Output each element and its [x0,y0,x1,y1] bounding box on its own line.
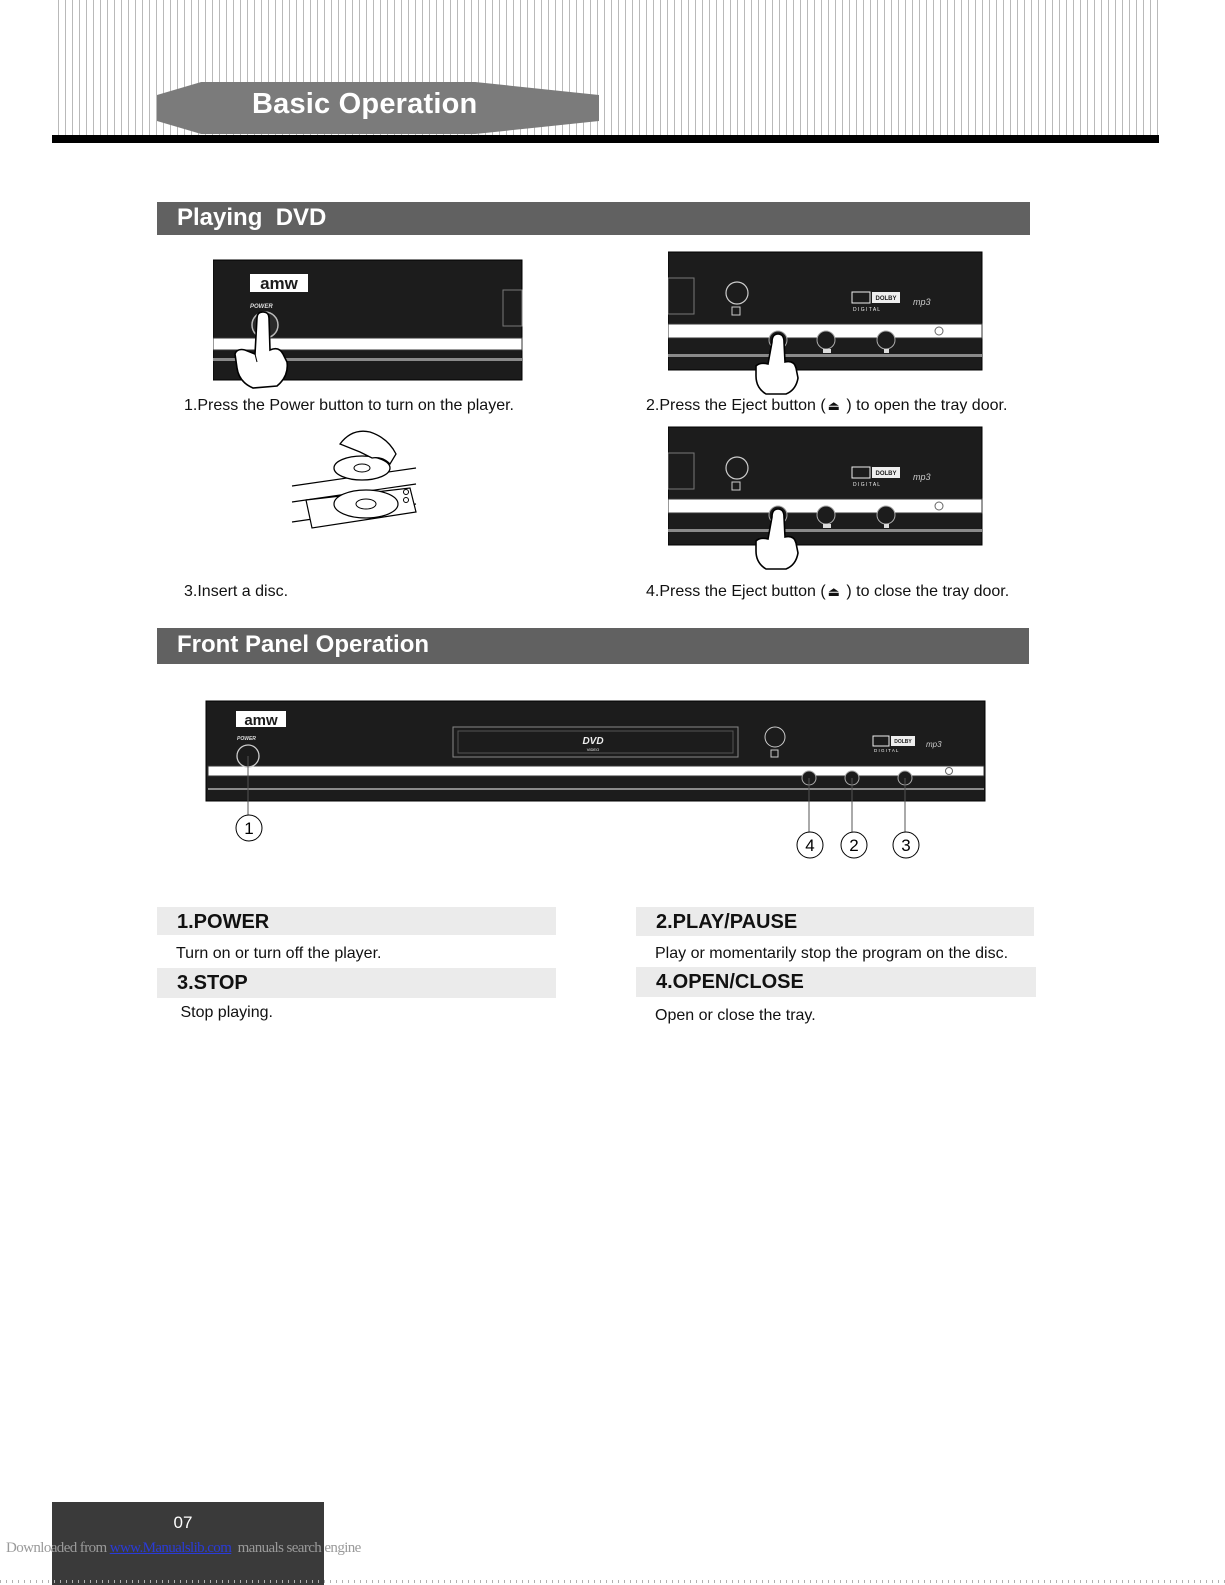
feature-power-title: 1.POWER [157,907,556,935]
svg-text:DOLBY: DOLBY [875,471,897,477]
page-number: 07 [173,1513,193,1532]
mp3-logo-icon: mp3 [913,297,931,307]
callout-4 [797,832,823,858]
step-2-caption-end: ) to open the tray door. [841,397,1008,414]
front-panel-diagram [205,700,987,865]
brand-logo-icon [236,711,286,729]
svg-text:D I G I T A L: D I G I T A L [874,748,899,753]
svg-text:2: 2 [849,836,859,855]
illustration-press-eject-close [668,425,983,571]
svg-text:DOLBY: DOLBY [875,296,897,302]
svg-text:POWER: POWER [250,304,273,310]
step-4-caption-end: ) to close the tray door. [841,583,1010,600]
eject-icon: ⏏ [827,584,840,599]
section-title-playing-dvd [157,202,1030,235]
svg-text:VIDEO: VIDEO [586,747,600,752]
footer-prefix: Downloaded from [6,1540,110,1556]
illustration-insert-disc [290,424,418,534]
mp3-logo-icon: mp3 [926,740,942,749]
svg-text:D I G I T A L: D I G I T A L [853,482,881,488]
feature-play-pause-title: 2.PLAY/PAUSE [636,907,1034,936]
feature-stop-title: 3.STOP [157,968,556,998]
section-title-text: Playing DVD [177,204,327,231]
mp3-logo-icon: mp3 [913,472,931,482]
brand-logo-icon [250,274,308,293]
illustration-press-power [213,258,523,392]
feature-stop-desc: Stop playing. [176,1004,273,1021]
illustration-press-eject-open [668,250,983,396]
feature-open-close-desc: Open or close the tray. [655,1007,816,1024]
callout-2 [841,832,867,858]
footer-suffix: manuals search engine [231,1540,361,1556]
manualslib-link[interactable]: www.Manualslib.com [109,1540,232,1556]
callout-3 [893,832,919,858]
step-2-caption-start: 2.Press the Eject button ( [646,397,826,414]
footer-download-note [6,1540,361,1557]
footer-dotted-rule [0,1580,1225,1583]
svg-text:DOLBY: DOLBY [894,739,912,745]
step-1-caption: 1.Press the Power button to turn on the player. [184,397,514,414]
svg-text:1: 1 [244,819,254,838]
step-3-caption: 3.Insert a disc. [184,583,289,600]
eject-icon: ⏏ [827,398,840,413]
svg-text:DVD: DVD [582,736,604,747]
svg-text:3: 3 [901,836,911,855]
page-title: Basic Operation [252,88,478,120]
header-rule [52,135,1159,143]
svg-text:POWER: POWER [237,736,256,742]
step-4-caption [646,583,1009,601]
feature-power-desc: Turn on or turn off the player. [176,945,382,962]
step-4-caption-start: 4.Press the Eject button ( [646,583,826,600]
svg-text:amw: amw [244,712,278,729]
step-2-caption [646,397,1007,415]
svg-text:D I G I T A L: D I G I T A L [853,307,881,313]
callout-1 [236,815,262,841]
svg-text:amw: amw [260,274,298,293]
feature-open-close-title: 4.OPEN/CLOSE [636,967,1036,997]
section-title-front-panel: Front Panel Operation [157,628,1029,664]
feature-play-pause-desc: Play or momentarily stop the program on the disc. [655,945,1009,962]
svg-text:4: 4 [805,836,815,855]
